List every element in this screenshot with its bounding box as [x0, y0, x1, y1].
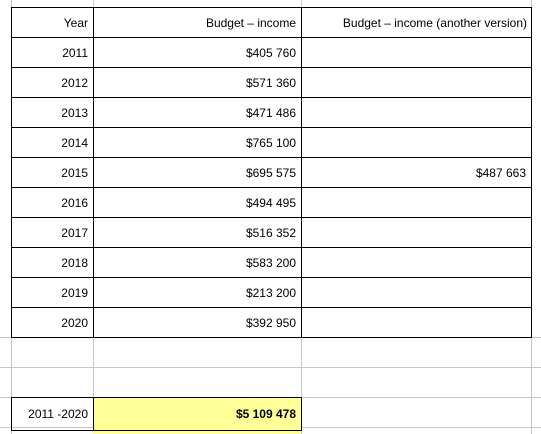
cell-budget[interactable]: $516 352 — [245, 225, 296, 240]
cell-year[interactable]: 2019 — [61, 285, 88, 300]
cell-budget[interactable]: $695 575 — [245, 165, 296, 180]
cell-year[interactable]: 2014 — [61, 135, 88, 150]
cell-budget[interactable]: $471 486 — [245, 105, 296, 120]
cell-budget[interactable]: $583 200 — [245, 255, 296, 270]
cell-year[interactable]: 2020 — [61, 315, 88, 330]
cell-year[interactable]: 2018 — [61, 255, 88, 270]
cell-budget-alt[interactable] — [302, 308, 531, 337]
table-border — [301, 397, 302, 431]
cell-budget[interactable]: $494 495 — [245, 195, 296, 210]
table-border — [11, 430, 301, 431]
cell-budget-alt[interactable] — [302, 218, 531, 247]
table-border — [531, 7, 532, 338]
cell-budget-alt[interactable] — [302, 98, 531, 127]
cell-budget-alt[interactable] — [302, 38, 531, 67]
cell-year[interactable]: 2011 — [62, 45, 88, 60]
cell-budget-alt[interactable] — [302, 188, 531, 217]
total-label[interactable]: 2011 -2020 — [28, 407, 88, 421]
cell-budget[interactable]: $405 760 — [245, 45, 296, 60]
cell-budget[interactable]: $765 100 — [245, 135, 296, 150]
cell-budget-alt[interactable] — [302, 248, 531, 277]
cell-budget-alt[interactable] — [302, 278, 531, 307]
cell-year[interactable]: 2015 — [61, 165, 88, 180]
cell-year[interactable]: 2017 — [61, 225, 88, 240]
cell-year[interactable]: 2012 — [61, 75, 88, 90]
header-year[interactable]: Year — [63, 15, 88, 30]
cell-budget-alt[interactable] — [302, 68, 531, 97]
table-border — [11, 337, 532, 338]
header-budget-alt[interactable]: Budget – income (another version) — [342, 15, 527, 30]
total-value[interactable]: $5 109 478 — [235, 407, 296, 421]
cell-budget[interactable]: $392 950 — [245, 315, 296, 330]
header-budget[interactable]: Budget – income — [205, 15, 296, 30]
cell-budget-alt[interactable]: $487 663 — [475, 165, 526, 180]
cell-year[interactable]: 2013 — [61, 105, 88, 120]
cell-budget[interactable]: $571 360 — [245, 75, 296, 90]
cell-budget[interactable]: $213 200 — [245, 285, 296, 300]
cell-budget-alt[interactable] — [302, 128, 531, 157]
grid-line — [0, 367, 541, 368]
cell-year[interactable]: 2016 — [61, 195, 88, 210]
